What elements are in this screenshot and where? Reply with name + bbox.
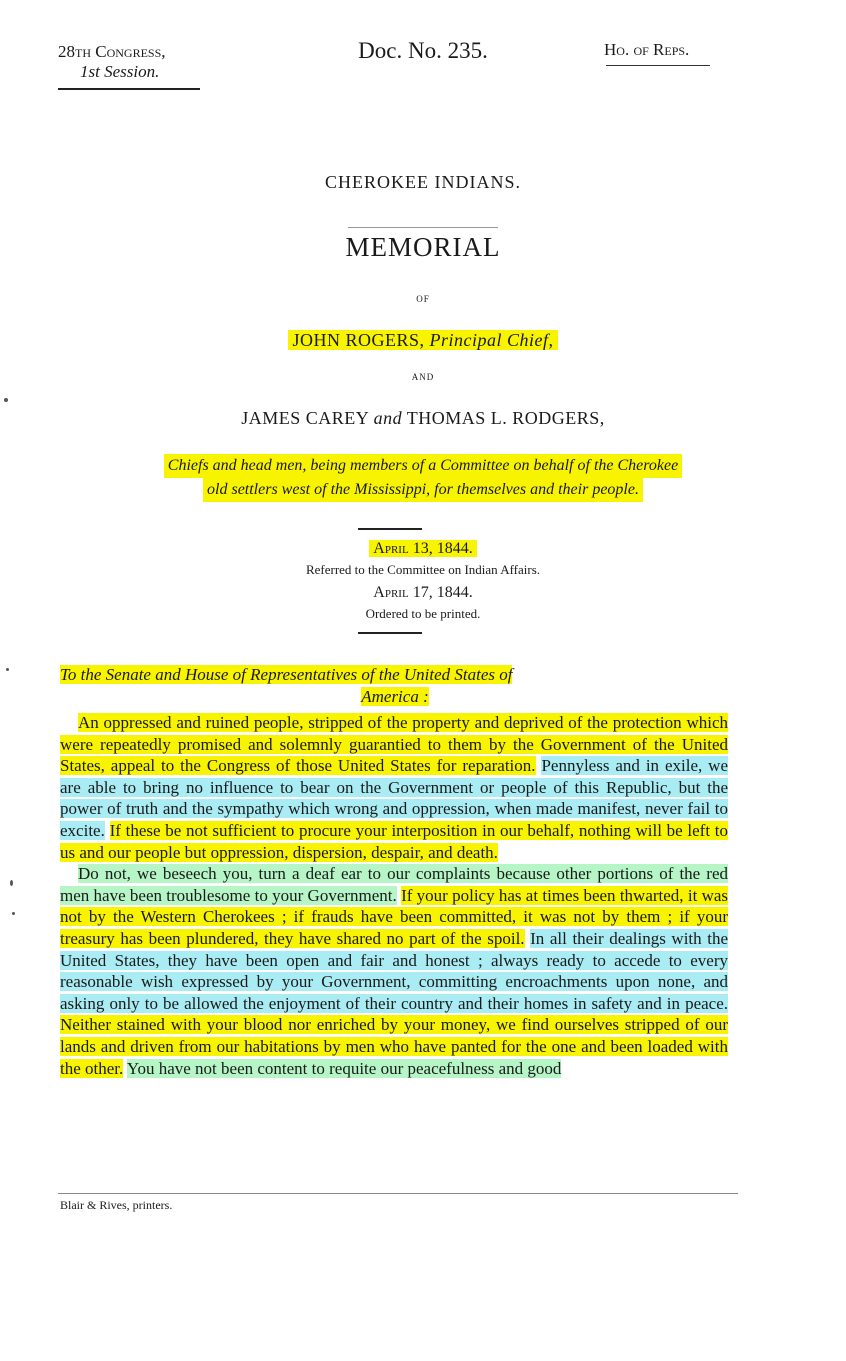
principal-chief-line [0,330,846,351]
subject-heading: CHEROKEE INDIANS. [325,172,521,192]
memorial-body [60,712,728,1079]
salutation [60,664,730,708]
footer-rule [58,1193,738,1194]
chiefs-description [0,454,846,502]
date-1-text: April 13, 1844. [369,540,476,557]
sentence-highlight-green: Do not, we beseech you, turn a deaf ear to our complaints because other portions of the red men have been troublesome to your Government. [60,864,728,905]
sentence-highlight-blue: In all their dealings with the United States, they have been open and fair and honest ; always ready to accede to every reasonable wish expressed by your Government, committing encroachments upon none, and asking only to be allowed the enjoyment of their country and their homes in safety and in peace. [60,928,729,1013]
title-rule [0,215,846,233]
sentence-highlight-blue: Pennyless and in exile, we are able to bring no influence to bear on the Government or people of this Republic, but the power of truth and the sympathy which wrong and oppression, when made manifest, never fail to excite. [60,756,728,840]
date-rule-top [358,528,422,530]
date-1 [0,540,846,558]
and-line: AND [411,372,435,382]
date-2: April 17, 1844. [373,584,473,601]
principal-chief-name: JOHN ROGERS, [292,330,425,350]
congress-label: 28th Congress, [58,42,166,61]
chiefs-line-2: old settlers west of the Mississippi, for themselves and their people. [203,478,643,502]
session-label: 1st Session. [80,62,160,81]
principal-chief-role: Principal Chief, [429,330,554,350]
scan-speck [10,880,13,886]
sentence-highlight-yellow: If these be not sufficient to procure your interposition in our behalf, nothing will be left to us and our people but oppression, dispersion, despair, and death. [60,820,729,862]
print-order-note: Ordered to be printed. [365,606,481,621]
date-rule-bottom [358,632,422,634]
paragraph-1 [60,712,728,863]
sentence-highlight-yellow: If your policy has at times been thwarted, it was not by the Western Cherokees ; if frauds have been committed, it was not by them ; if your treasury has been plundered, they have shared no part of the spoil. [60,885,729,948]
and-italic: and [373,408,403,428]
house-label [604,40,689,60]
of-line: OF [416,294,430,304]
scan-speck [6,668,9,671]
referral-note: Referred to the Committee on Indian Affairs. [305,562,541,577]
paragraph-2 [60,863,728,1079]
scan-speck [12,912,15,915]
sentence-highlight-green: You have not been content to requite our peacefulness and good [126,1058,562,1078]
header-right-rule [606,65,710,66]
chiefs-line-1: Chiefs and head men, being members of a Committee on behalf of the Cherokee [164,454,682,478]
scan-speck [4,398,8,402]
printer-credit: Blair & Rives, printers. [60,1198,173,1212]
sentence-highlight-yellow: Neither stained with your blood nor enriched by your money, we find ourselves stripped of our lands and driven from our habitations by men who have panted for the one and been loaded with the other. [60,1015,728,1078]
house-text: Ho. of Reps. [604,40,690,59]
chief-name-b: THOMAS L. RODGERS, [406,408,605,428]
sentence-highlight-yellow: An oppressed and ruined people, stripped of the property and deprived of the protection which were repeatedly promised and solemnly guarantied to them by the Government of the United States, appeal to the Congress of those United States for reparation. [60,713,728,776]
salutation-line-1: To the Senate and House of Representatives of the United States of [60,665,513,684]
chief-name-a: JAMES CAREY [241,408,369,428]
doc-number: Doc. No. 235. [358,38,488,63]
salutation-line-2: America : [361,687,429,706]
page-title: MEMORIAL [345,232,501,262]
header-left-rule [58,88,200,90]
other-chiefs-line [0,408,846,429]
